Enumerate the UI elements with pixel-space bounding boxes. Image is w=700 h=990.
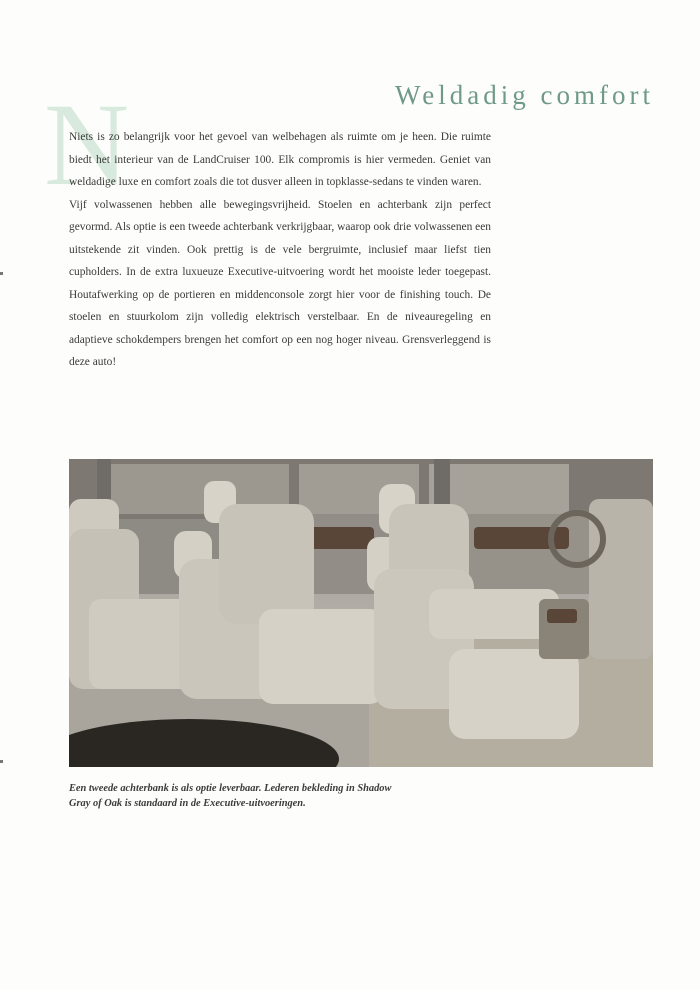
front-door-panel: [459, 514, 609, 594]
page-edge-mark: [0, 272, 3, 275]
interior-photo: [69, 459, 653, 767]
second-row-cushion: [259, 609, 384, 704]
photo-caption: Een tweede achterbank is als optie leverbaar. Lederen bekleding in Shadow Gray of Oak is standaard in de Executive-uitvoeringen.: [69, 783, 392, 809]
paragraph-intro: Niets is zo belangrijk voor het gevoel van welbehagen als ruimte om je heen. Die ruimte biedt het interieur van de LandCruiser 100. Elk compromis is hier vermeden. Geniet van weldadige luxe en comfort zoals die tot dusver alleen in topklasse-sedans te vinden waren.: [69, 131, 491, 188]
page-title: Weldadig comfort: [394, 80, 654, 110]
page-edge-mark: [0, 760, 3, 763]
center-console: [539, 599, 589, 659]
body-text: [69, 126, 491, 374]
interior-illustration: [69, 459, 653, 767]
second-row-backrest-rear: [219, 504, 314, 624]
console-wood-trim: [547, 609, 577, 623]
front-seat-cushion-left: [449, 649, 579, 739]
paragraph-details: Vijf volwassenen hebben alle bewegingsvrijheid. Stoelen en achterbank zijn perfect gevormd. Als optie is een tweede achterbank verkrijgbaar, waarop ook drie volwassenen een uitstekende zit vinden. Ook prettig is de vele bergruimte, inclusief maar liefst tien cupholders. In de extra luxueuze Executive-uitvoering wordt het mooiste leder toegepast. Houtafwerking op de portieren en middenconsole zorgt hier voor de finishing touch. De stoelen en stuurkolom zijn volledig elektrisch verstelbaar. En de niveauregeling en adaptieve schokdempers brengen het comfort op een nog hoger niveau. Grensverleggend is deze auto!: [69, 198, 491, 368]
drop-cap-letter: N: [44, 79, 130, 210]
